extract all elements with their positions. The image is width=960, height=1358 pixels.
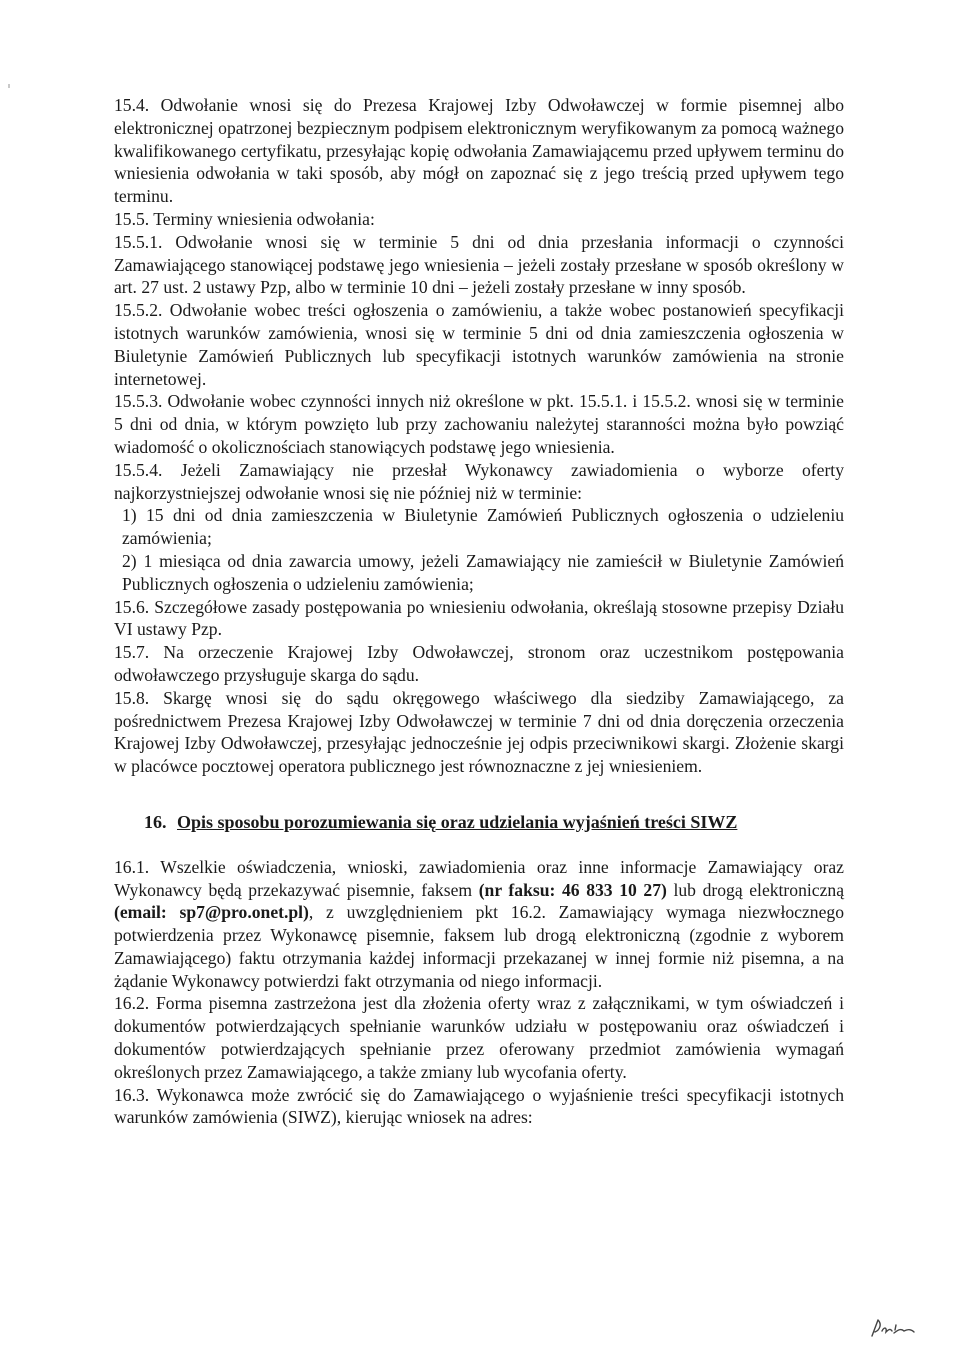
paragraph-15-5-4: 15.5.4. Jeżeli Zamawiający nie przesłał Wykonawcy zawiadomienia o wyborze oferty najkorzystniejszej odwołanie wnosi się nie później niż w terminie: bbox=[114, 459, 844, 503]
list-item-2: 2) 1 miesiąca od dnia zawarcia umowy, jeżeli Zamawiający nie zamieścił w Biuletynie Zamówień Publicznych ogłoszenia o udzieleniu zamówienia; bbox=[122, 550, 844, 594]
email-address: (email: sp7@pro.onet.pl) bbox=[114, 902, 309, 923]
scan-speck bbox=[8, 84, 10, 88]
paragraph-15-6: 15.6. Szczegółowe zasady postępowania po wniesieniu odwołania, określają stosowne przepisy Działu VI ustawy Pzp. bbox=[114, 596, 844, 640]
paragraph-15-5: 15.5. Terminy wniesienia odwołania: bbox=[114, 208, 375, 229]
document-body bbox=[114, 94, 844, 1129]
paragraph-16-2: 16.2. Forma pisemna zastrzeżona jest dla złożenia oferty wraz z załącznikami, w tym oświadczeń i dokumentów potwierdzających spełnianie warunków udziału w postępowaniu oraz oświadczeń i dokumentów potwierdzających spełnianie przez oferowany przedmiot zamówienia wymagań określonych przez Zamawiającego, a także zmiany lub wycofania oferty. bbox=[114, 993, 844, 1082]
fax-number: (nr faksu: 46 833 10 27) bbox=[478, 879, 667, 900]
paragraph-16-1-text-a: 16.1. Wszelkie oświadczenia, wnioski, zawiadomienia oraz inne informacje Zamawiający oraz Wykonawcy będą przekazywać pisemnie, faksem bbox=[114, 856, 844, 900]
paragraph-16-1 bbox=[114, 856, 844, 993]
paragraph-15-4: 15.4. Odwołanie wnosi się do Prezesa Krajowej Izby Odwoławczej w formie pisemnej albo elektronicznej opatrzonej bezpiecznym podpisem elektronicznym weryfikowanym za pomocą ważnego kwalifikowanego certyfikatu, przesyłając kopię odwołania Zamawiającemu przed upływem terminu do wniesienia odwołania w taki sposób, aby mógł on zapoznać się z jego treścią przed upływem tego terminu. bbox=[114, 95, 844, 207]
paragraph-15-8: 15.8. Skargę wnosi się do sądu okręgowego właściwego dla siedziby Zamawiającego, za pośrednictwem Prezesa Krajowej Izby Odwoławczej w terminie 7 dni od dnia doręczenia orzeczenia Krajowej Izby Odwoławczej, przesyłając jednocześnie jej odpis przeciwnikowi skargi. Złożenie skargi w placówce pocztowej operatora publicznego jest równoznaczne z jej wniesieniem. bbox=[114, 687, 844, 777]
list-item-1: 1) 15 dni od dnia zamieszczenia w Biuletynie Zamówień Publicznych ogłoszenia o udzieleniu zamówienia; bbox=[122, 505, 844, 549]
paragraph-15-5-1: 15.5.1. Odwołanie wnosi się w terminie 5 dni od dnia przesłania informacji o czynności Zamawiającego stanowiącej podstawę jego wniesienia – jeżeli zostały przesłane w sposób określony w art. 27 ust. 2 ustawy Pzp, albo w terminie 10 dni – jeżeli zostały przesłane w inny sposób. bbox=[114, 231, 844, 298]
paragraph-15-5-2: 15.5.2. Odwołanie wobec treści ogłoszenia o zamówieniu, a także wobec postanowień specyfikacji istotnych warunków zamówienia, wnosi się w terminie 5 dni od dnia zamieszczenia ogłoszenia w Biuletynie Zamówień Publicznych lub specyfikacji istotnych warunków zamówienia na stronie internetowej. bbox=[114, 300, 844, 389]
handwritten-signature bbox=[868, 1316, 928, 1338]
paragraph-16-1-text-b: lub drogą elektroniczną bbox=[666, 879, 844, 900]
paragraph-16-3: 16.3. Wykonawca może zwrócić się do Zamawiającego o wyjaśnienie treści specyfikacji istotnych warunków zamówienia (SIWZ), kierując wniosek na adres: bbox=[114, 1084, 844, 1128]
paragraph-15-7: 15.7. Na orzeczenie Krajowej Izby Odwoławczej, stronom oraz uczestnikom postępowania odwoławczego przysługuje skarga do sądu. bbox=[114, 642, 844, 685]
section-title: Opis sposobu porozumiewania się oraz udzielania wyjaśnień treści SIWZ bbox=[177, 811, 738, 832]
section-heading-16 bbox=[114, 811, 844, 834]
paragraph-15-5-3: 15.5.3. Odwołanie wobec czynności innych niż określone w pkt. 15.5.1. i 15.5.2. wnosi się w terminie 5 dni od dnia, w którym powzięto lub przy zachowaniu należytej staranności można było powziąć wiadomość o okolicznościach stanowiących podstawę jego wniesienia. bbox=[114, 391, 844, 457]
section-number: 16. bbox=[144, 811, 167, 832]
paragraph-16-1-text-c: , z uwzględnieniem pkt 16.2. Zamawiający wymaga niezwłocznego potwierdzenia przez Wykonawcę pisemnie, faksem lub drogą elektroniczną (zgodnie z wyborem Zamawiającego) faktu otrzymania każdej informacji przekazanej w innej formie niż pisemna, a na żądanie Wykonawcy potwierdzi fakt otrzymania od niego informacji. bbox=[114, 902, 844, 991]
